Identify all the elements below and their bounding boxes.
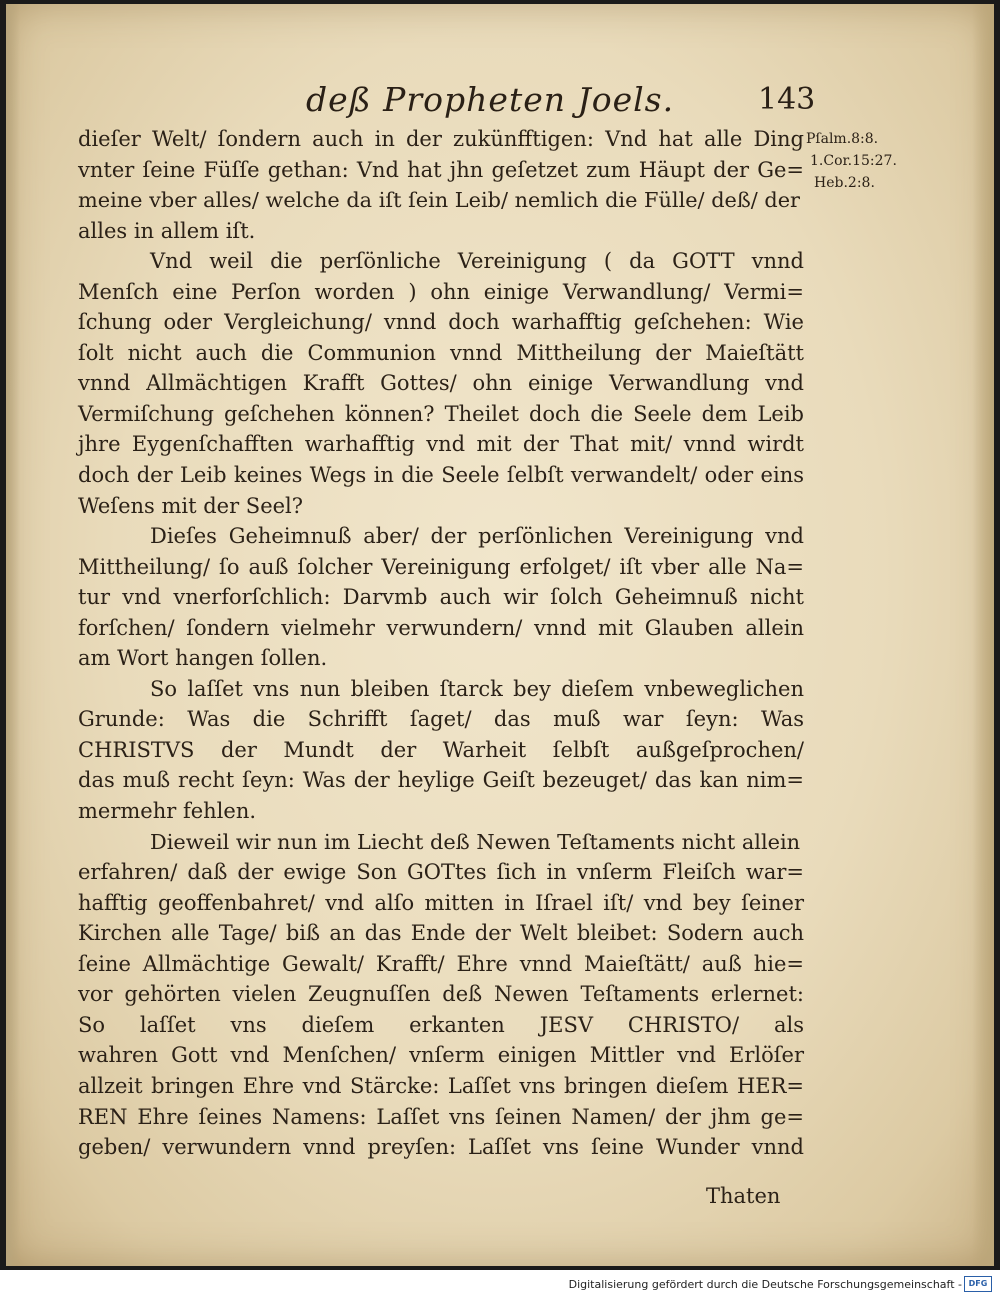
text-line: forſchen/ ſondern vielmehr verwundern/ vnnd mit Glauben allein: [78, 615, 804, 640]
text-line: Vermiſchung geſchehen können? Theilet doch die Seele dem Leib: [78, 401, 804, 426]
page-header: [6, 80, 994, 130]
book-page: [6, 4, 994, 1266]
dfg-logo: DFG: [964, 1276, 992, 1292]
page-edge-left: [6, 4, 20, 1266]
text-line: Vnd weil die perſönliche Vereinigung ( da GOTT vnnd: [150, 249, 804, 274]
text-line: dieſer Welt/ ſondern auch in der zukünfftigen: Vnd hat alle Ding: [78, 127, 804, 151]
text-line: das muß recht ſeyn: Was der heylige Geiſt bezeuget/ das kan nim=: [78, 768, 804, 793]
text-line: allzeit bringen Ehre vnd Stärcke: Laſſet vns bringen dieſem HER=: [78, 1073, 804, 1098]
text-line: wahren Gott vnd Menſchen/ vnſerm einigen Mittler vnd Erlöſer: [78, 1043, 804, 1068]
text-line: ſchung oder Vergleichung/ vnnd doch warhafftig geſchehen: Wie: [78, 310, 804, 335]
margin-notes: [806, 128, 936, 194]
text-line: vnnd Allmächtigen Krafft Gottes/ ohn einige Verwandlung vnd: [78, 371, 804, 396]
text-line: CHRISTVS der Mundt der Warheit ſelbſt außgeſprochen/: [78, 737, 804, 762]
page-number: 143: [758, 82, 816, 117]
catchword: Thaten: [706, 1184, 781, 1208]
text-line: mermehr fehlen.: [78, 799, 257, 824]
text-line: hafftig geoffenbahret/ vnd alſo mitten in Iſrael iſt/ vnd bey ſeiner: [78, 890, 804, 915]
text-line: jhre Eygenſchafften warhafftig vnd mit der That mit/ vnnd wirdt: [78, 432, 804, 457]
margin-note: 1.Cor.15:27.: [810, 153, 897, 169]
text-line: meine vber alles/ welche da iſt ſein Leib/ nemlich die Fülle/ deß/ der: [78, 188, 801, 213]
text-line: REN Ehre ſeines Namens: Laſſet vns ſeinen Namen/ der jhm ge=: [78, 1104, 804, 1129]
text-line: vor gehörten vielen Zeugnuſſen deß Newen Teſtaments erlernet:: [78, 982, 804, 1007]
text-line: alles in allem iſt.: [78, 218, 256, 243]
text-line: vnter ſeine Füſſe gethan: Vnd hat jhn geſetzet zum Häupt der Ge=: [78, 157, 804, 182]
text-line: Dieſes Geheimnuß aber/ der perſönlichen Vereinigung vnd: [150, 524, 804, 549]
text-line: geben/ verwundern vnnd preyſen: Laſſet vns ſeine Wunder vnnd: [78, 1135, 804, 1160]
text-line: tur vnd vnerforſchlich: Darvmb auch wir ſolch Geheimnuß nicht: [78, 585, 804, 610]
text-line: doch der Leib keines Wegs in die Seele ſelbſt verwandelt/ oder eins: [78, 463, 804, 488]
margin-note: Heb.2:8.: [814, 175, 875, 191]
text-line: am Wort hangen ſollen.: [78, 646, 328, 671]
running-head: deß Propheten Joels.: [306, 80, 675, 119]
text-line: Weſens mit der Seel?: [78, 493, 304, 518]
body-text: [78, 124, 804, 1163]
text-line: Grunde: Was die Schrifft ſaget/ das muß war ſeyn: Was: [78, 707, 804, 732]
text-line: Mittheilung/ ſo auß ſolcher Vereinigung erfolget/ iſt vber alle Na=: [78, 554, 804, 579]
text-line: ſolt nicht auch die Communion vnnd Mittheilung der Maieſtätt: [78, 340, 804, 365]
page-edge-right: [972, 4, 994, 1266]
text-line: Menſch eine Perſon worden ) ohn einige Verwandlung/ Vermi=: [78, 279, 804, 304]
margin-note: Pſalm.8:8.: [806, 131, 879, 147]
text-line: Kirchen alle Tage/ biß an das Ende der Welt bleibet: Sodern auch: [78, 921, 804, 946]
text-line: So laſſet vns nun bleiben ſtarck bey dieſem vnbeweglichen: [150, 676, 804, 701]
text-line: ſeine Allmächtige Gewalt/ Krafft/ Ehre vnnd Maieſtätt/ auß hie=: [78, 951, 804, 976]
footer-bar: [0, 1270, 1000, 1297]
text-line: erfahren/ daß der ewige Son GOTtes ſich in vnſerm Fleiſch war=: [78, 860, 804, 885]
funding-notice: Digitalisierung gefördert durch die Deutsche Forschungsgemeinschaft -: [568, 1278, 962, 1291]
text-line: So laſſet vns dieſem erkanten JESV CHRISTO/ als: [78, 1012, 804, 1037]
text-line: Dieweil wir nun im Liecht deß Newen Teſtaments nicht allein: [150, 829, 801, 854]
